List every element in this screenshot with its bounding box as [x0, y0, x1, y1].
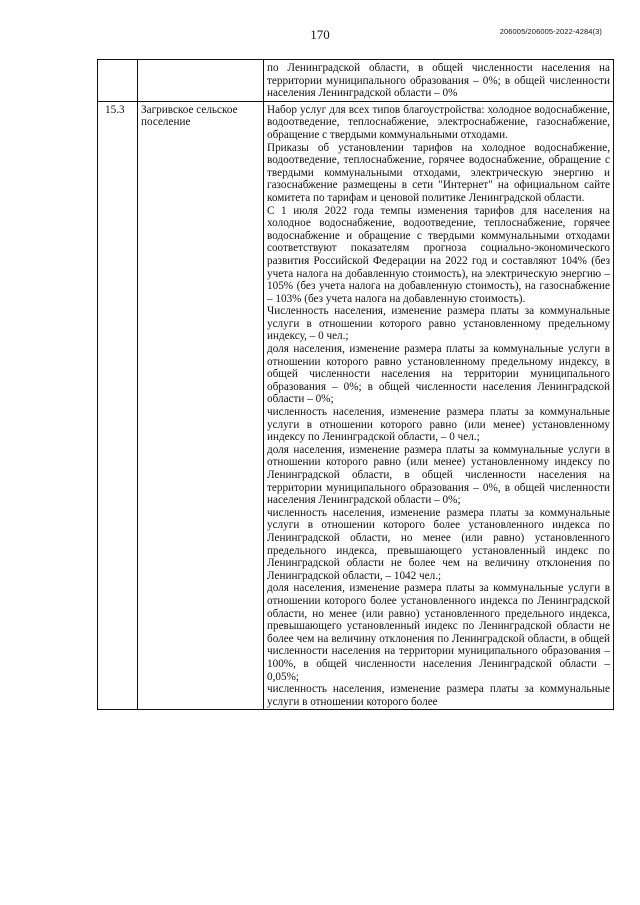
description-paragraph: доля населения, изменение размера платы за коммунальные услуги в отношении которого равно (или менее) установленному индексу по Ленинградской области, в общей численности населения на территории муниципального образования – 0%, в общей численности населения Ленинградской области – 0%;: [267, 443, 610, 507]
tariff-table: [97, 59, 614, 710]
description-paragraph: по Ленинградской области, в общей численности населения на территории муниципального образования – 0%; в общей численности населения Ленинградской области – 0%: [267, 62, 610, 100]
description-paragraph: численность населения, изменение размера платы за коммунальные услуги в отношении которого более установленного индекса по Ленинградской области, но менее (или равно) установленного предельного индекса, превышающего установленный индекс по Ленинградской области не более чем на величину отклонения по Ленинградской области, – 1042 чел.;: [267, 506, 610, 582]
description-paragraph: численность населения, изменение размера платы за коммунальные услуги в отношении которого более: [267, 683, 610, 708]
description-paragraph: численность населения, изменение размера платы за коммунальные услуги в отношении которого равно (или менее) установленному индексу по Ленинградской области, – 0 чел.;: [267, 406, 610, 444]
description-cell: [264, 60, 614, 102]
row-number-cell: [98, 60, 138, 102]
settlement-name-cell: [138, 60, 264, 102]
table-row: [98, 101, 614, 710]
description-paragraph: Численность населения, изменение размера платы за коммунальные услуги в отношении которого равно установленному предельному индексу, – 0 чел.;: [267, 305, 610, 343]
description-cell: [264, 101, 614, 710]
description-paragraph: С 1 июля 2022 года темпы изменения тарифов для населения на холодное водоснабжение, водоотведение, теплоснабжение, горячее водоснабжение и обращение с твердыми коммунальными отходами соответствуют показателям прогноза социально-экономического развития Российской Федерации на 2022 год и составляют 104% (без учета налога на добавленную стоимость), на электрическую энергию – 105% (без учета налога на добавленную стоимость), на газоснабжение – 103% (без учета налога на добавленную стоимость).: [267, 204, 610, 305]
description-paragraph: Набор услуг для всех типов благоустройства: холодное водоснабжение, водоотведение, теплоснабжение, электроснабжение, газоснабжение, обращение с твердыми коммунальными отходами.: [267, 103, 610, 141]
description-paragraph: Приказы об установлении тарифов на холодное водоснабжение, водоотведение, теплоснабжение, горячее водоснабжение, обращение с твердыми коммунальными отходами, электрическую энергию и газоснабжение размещены в сети "Интернет" на официальном сайте комитета по тарифам и ценовой политике Ленинградской области.: [267, 141, 610, 204]
document-code: 206005/206005-2022-4284(3): [499, 27, 602, 36]
table-row: [98, 60, 614, 102]
settlement-name-cell: Загривское сельское поселение: [138, 101, 264, 710]
page-number: 170: [310, 27, 330, 42]
description-paragraph: доля населения, изменение размера платы за коммунальные услуги в отношении которого равно установленному предельному индексу, в общей численности населения на территории муниципального образования – 0%; в общей численности населения Ленинградской области – 0%;: [267, 343, 610, 406]
description-paragraph: доля населения, изменение размера платы за коммунальные услуги в отношении которого более установленного индекса по Ленинградской области, но менее (или равно) установленного предельного индекса, превышающего установленный индекс по Ленинградской области не более чем на величину отклонения по Ленинградской области, в общей численности населения на территории муниципального образования – 100%, в общей численности населения Ленинградской области – 0,05%;: [267, 582, 610, 683]
row-number-cell: 15.3: [98, 101, 138, 710]
tariff-table-body: [98, 60, 614, 710]
